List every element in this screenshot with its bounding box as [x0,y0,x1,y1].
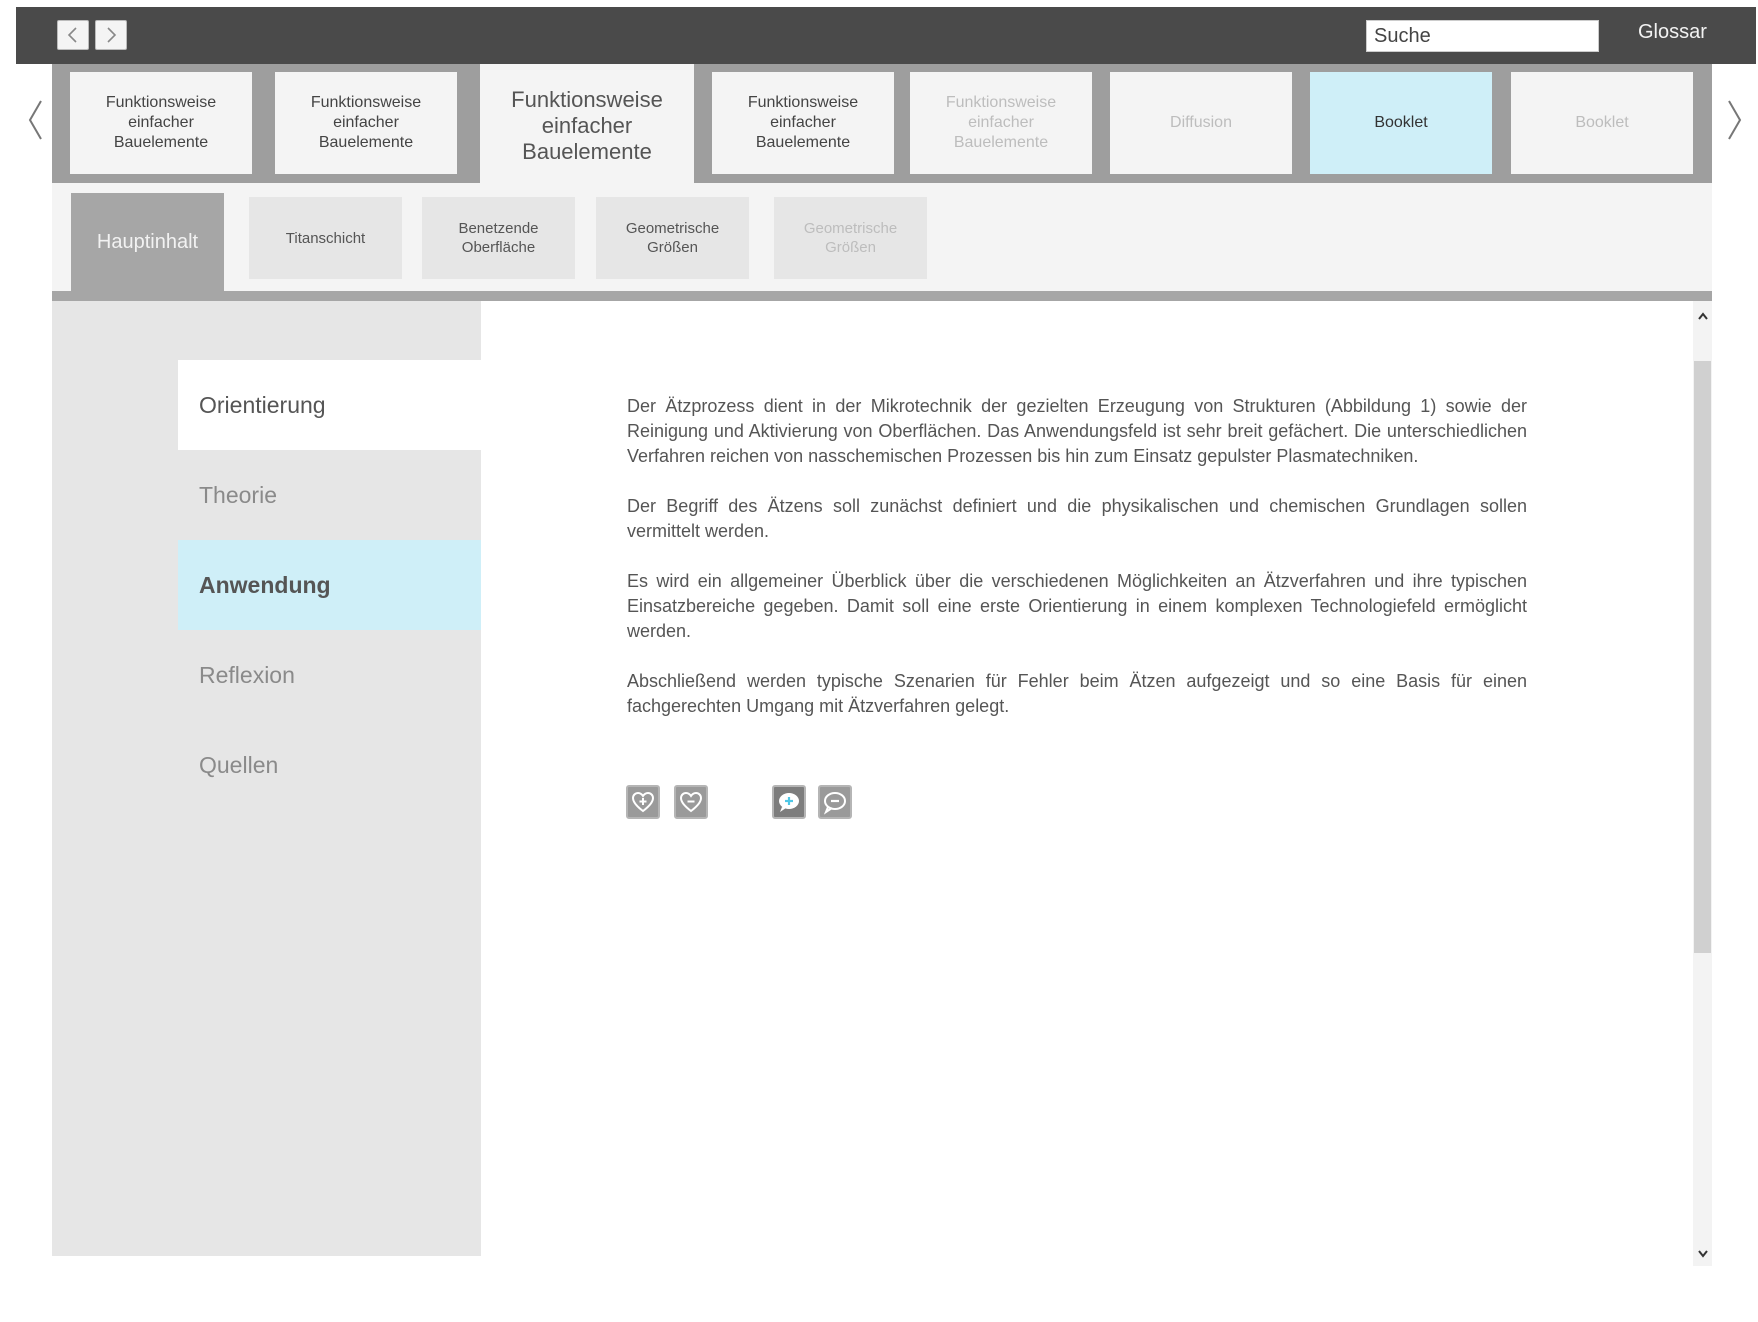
subtab[interactable] [71,193,224,291]
chapter-tab[interactable] [1310,72,1492,174]
sidebar-item-label: Reflexion [199,661,295,688]
chapter-tab[interactable] [910,72,1092,174]
subtab[interactable] [596,197,749,279]
sidebar-item-quellen[interactable] [178,720,481,810]
chapter-tab[interactable] [275,72,457,174]
glossary-link[interactable]: Glossar [1638,21,1707,43]
sidebar-item-label: Anwendung [199,571,331,598]
scroll-down-button[interactable] [1693,1244,1712,1264]
subtab-divider [52,291,1712,301]
heart-plus-icon [630,789,656,815]
chapter-tab[interactable] [712,72,894,174]
chapter-tab-label: Funktionsweise einfacher Bauelemente [105,94,217,151]
sidebar-item-label: Orientierung [199,391,326,418]
content-paragraph: Der Begriff des Ätzens soll zunächst definiert und die physikalischen und chemischen Grundlagen sollen vermittelt werden. [627,496,1527,541]
chevron-left-icon [25,98,45,142]
sidebar-item-theorie[interactable] [178,450,481,540]
subtab-label: Titanschicht [285,229,366,247]
chapter-tab-label: Funktionsweise einfacher Bauelemente [310,94,422,151]
search-input[interactable] [1366,20,1599,52]
chevron-up-icon [1697,311,1709,321]
next-chapter-arrow[interactable] [1720,95,1750,145]
comment-plus-icon [776,789,802,815]
sidebar-item-label: Quellen [199,751,279,778]
top-bar [16,7,1756,64]
sidebar-item-label: Theorie [199,481,277,508]
previous-chapter-arrow[interactable] [20,95,50,145]
sidebar-item-anwendung[interactable] [178,540,481,630]
heart-plus-button[interactable] [626,785,660,819]
back-button[interactable] [57,20,89,50]
chapter-tab-label: Funktionsweise einfacher Bauelemente [945,94,1057,151]
chapter-tab[interactable] [70,72,252,174]
chevron-down-icon [1697,1249,1709,1259]
comment-minus-icon [822,789,848,815]
heart-minus-icon [678,789,704,815]
main-content [627,394,1527,744]
subtab-label: Benetzende Oberfläche [458,220,539,256]
subtab[interactable] [249,197,402,279]
subtab[interactable] [774,197,927,279]
scroll-up-button[interactable] [1693,306,1712,326]
subtab-label: Geometrische Größen [803,220,898,256]
chapter-tab[interactable] [1511,72,1693,174]
heart-minus-button[interactable] [674,785,708,819]
content-scrollbar[interactable] [1693,301,1712,1266]
chapter-tab[interactable] [1110,72,1292,174]
comment-plus-button[interactable] [772,785,806,819]
chapter-tab-label: Booklet [1575,114,1629,131]
content-paragraph: Es wird ein allgemeiner Überblick über die verschiedenen Möglichkeiten an Ätzverfahren und ihre typischen Einsatzbereiche gegeben. Damit soll eine erste Orientierung in einem komplexen Technologiefeld ermöglicht werden. [627,571,1527,641]
chevron-left-icon [66,26,80,44]
subtab-label: Hauptinhalt [96,230,199,253]
content-paragraph: Der Ätzprozess dient in der Mikrotechnik der gezielten Erzeugung von Strukturen (Abbildung 1) sowie der Reinigung und Aktivierung von Oberflächen. Das Anwendungsfeld ist sehr breit gefächert. Die unterschiedlichen Verfahren reichen von nasschemischen Prozessen bis hin zum Einsatz gepulster Plasmatechniken. [627,396,1527,466]
scroll-thumb[interactable] [1694,361,1711,953]
content-paragraph: Abschließend werden typische Szenarien für Fehler beim Ätzen aufgezeigt und so eine Basis für einen fachgerechten Umgang mit Ätzverfahren gelegt. [627,671,1527,716]
sidebar-item-reflexion[interactable] [178,630,481,720]
chapter-tab[interactable] [480,64,694,188]
chevron-right-icon [104,26,118,44]
chapter-tab-label: Funktionsweise einfacher Bauelemente [747,94,859,151]
comment-minus-button[interactable] [818,785,852,819]
chapter-tab-label: Diffusion [1170,114,1232,131]
forward-button[interactable] [95,20,127,50]
chapter-tab-label: Booklet [1374,114,1428,131]
chevron-right-icon [1725,98,1745,142]
subtab[interactable] [422,197,575,279]
chapter-tab-label: Funktionsweise einfacher Bauelemente [511,87,663,164]
subtab-label: Geometrische Größen [625,220,720,256]
sidebar-item-orientierung[interactable] [178,360,481,450]
